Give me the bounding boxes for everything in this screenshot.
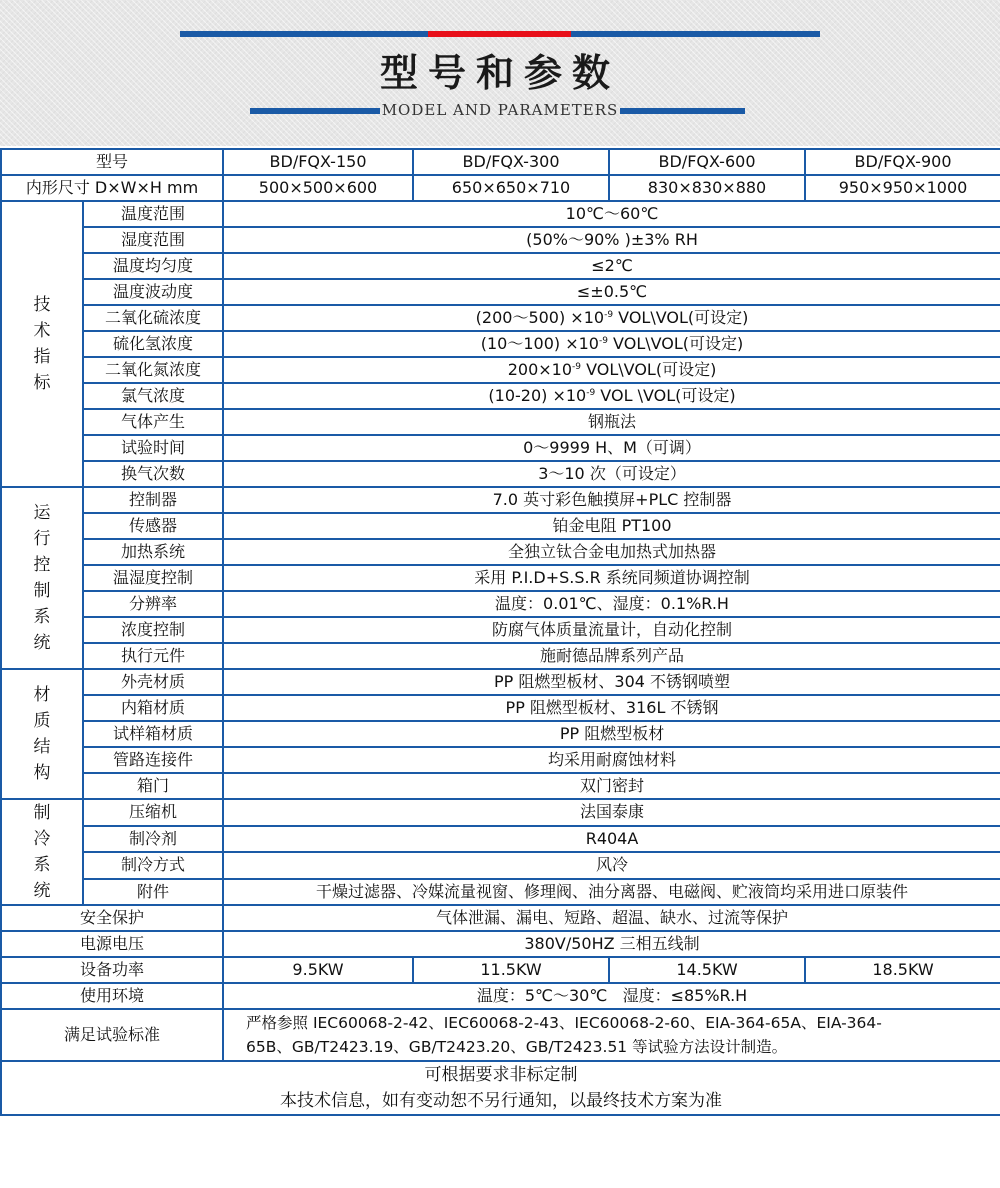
row-label: 设备功率 [1, 957, 223, 983]
category-char: 技 [33, 295, 51, 315]
model-label: 型号 [1, 149, 223, 175]
category-char: 行 [33, 529, 51, 549]
table-row [1, 253, 1000, 279]
table-row [1, 539, 1000, 565]
table-row [1, 617, 1000, 643]
category-char: 构 [33, 763, 51, 783]
row-value: 全独立钛合金电加热式加热器 [223, 539, 1000, 565]
table-row [1, 435, 1000, 461]
table-row [1, 409, 1000, 435]
row-label: 氯气浓度 [83, 383, 223, 409]
notes-cell [1, 1061, 1000, 1115]
row-value: ≤±0.5℃ [223, 279, 1000, 305]
row-label: 分辨率 [83, 591, 223, 617]
row-label: 温度范围 [83, 201, 223, 227]
top-bar-left-blue [180, 31, 428, 37]
row-label: 传感器 [83, 513, 223, 539]
row-label: 制冷剂 [83, 826, 223, 853]
spec-table [0, 148, 1000, 1116]
table-row [1, 695, 1000, 721]
table-row [1, 591, 1000, 617]
row-label: 温度波动度 [83, 279, 223, 305]
value-part: VOL\VOL(可设定) [613, 308, 749, 327]
category-char: 统 [33, 881, 51, 901]
row-value: PP 阻燃型板材、316L 不锈钢 [223, 695, 1000, 721]
subtitle-bar-right [620, 108, 745, 114]
row-value: 双门密封 [223, 773, 1000, 799]
table-row [1, 487, 1000, 513]
row-label: 湿度范围 [83, 227, 223, 253]
header-banner [0, 0, 1000, 146]
size-label: 内形尺寸 D×W×H mm [1, 175, 223, 201]
model-cell: BD/FQX-300 [413, 149, 609, 175]
category-char: 标 [33, 373, 51, 393]
table-row [1, 279, 1000, 305]
row-value: 法国泰康 [223, 799, 1000, 826]
model-row [1, 149, 1000, 175]
row-label: 二氧化氮浓度 [83, 357, 223, 383]
category-char: 术 [33, 321, 51, 341]
category-material [1, 669, 83, 799]
subtitle-bar-left [250, 108, 380, 114]
exponent: -9 [604, 310, 614, 320]
category-char: 指 [33, 347, 51, 367]
table-row [1, 773, 1000, 799]
power-cell: 18.5KW [805, 957, 1000, 983]
page-title: 型号和参数 [379, 51, 620, 95]
category-label [2, 682, 82, 786]
value-part: VOL \VOL(可设定) [595, 386, 736, 405]
category-cooling [1, 799, 83, 905]
row-value [223, 331, 1000, 357]
size-cell: 500×500×600 [223, 175, 413, 201]
category-label [2, 500, 82, 656]
safety-row [1, 905, 1000, 931]
note-line: 可根据要求非标定制 [424, 1065, 578, 1085]
row-label: 浓度控制 [83, 617, 223, 643]
category-char: 制 [33, 803, 51, 823]
row-label: 换气次数 [83, 461, 223, 487]
row-label: 试样箱材质 [83, 721, 223, 747]
category-char: 制 [33, 581, 51, 601]
table-row [1, 227, 1000, 253]
table-row [1, 331, 1000, 357]
power-cell: 11.5KW [413, 957, 609, 983]
row-label: 使用环境 [1, 983, 223, 1009]
table-row [1, 721, 1000, 747]
row-value: 铂金电阻 PT100 [223, 513, 1000, 539]
table-row [1, 461, 1000, 487]
table-row [1, 201, 1000, 227]
row-label: 制冷方式 [83, 852, 223, 879]
row-label: 控制器 [83, 487, 223, 513]
row-label: 执行元件 [83, 643, 223, 669]
model-cell: BD/FQX-150 [223, 149, 413, 175]
top-bar-center-red [428, 31, 571, 37]
table-row [1, 852, 1000, 879]
note-line: 本技术信息，如有变动恕不另行通知，以最终技术方案为准 [280, 1091, 722, 1111]
row-label: 管路连接件 [83, 747, 223, 773]
row-label: 满足试验标准 [1, 1009, 223, 1061]
table-row [1, 799, 1000, 826]
row-value: 气体泄漏、漏电、短路、超温、缺水、过流等保护 [223, 905, 1000, 931]
category-control [1, 487, 83, 669]
row-label: 二氧化硫浓度 [83, 305, 223, 331]
row-value [223, 383, 1000, 409]
standards-value [223, 1009, 1000, 1061]
row-label: 试验时间 [83, 435, 223, 461]
row-label: 附件 [83, 879, 223, 906]
row-label: 压缩机 [83, 799, 223, 826]
row-value: 均采用耐腐蚀材料 [223, 747, 1000, 773]
row-value: (50%～90% )±3% RH [223, 227, 1000, 253]
table-row [1, 383, 1000, 409]
category-char: 统 [33, 633, 51, 653]
category-char: 系 [33, 607, 51, 627]
row-value: 施耐德品牌系列产品 [223, 643, 1000, 669]
table-row [1, 565, 1000, 591]
table-row [1, 513, 1000, 539]
category-label [2, 292, 82, 396]
size-cell: 830×830×880 [609, 175, 805, 201]
exponent: -9 [572, 362, 581, 372]
category-label [2, 800, 82, 904]
value-part: VOL\VOL(可设定) [581, 360, 717, 379]
row-value: 10℃～60℃ [223, 201, 1000, 227]
category-char: 质 [33, 711, 51, 731]
category-char: 运 [33, 503, 51, 523]
row-label: 硫化氢浓度 [83, 331, 223, 357]
page-subtitle: MODEL AND PARAMETERS [381, 101, 619, 119]
category-char: 结 [33, 737, 51, 757]
row-value: 0～9999 H、M（可调） [223, 435, 1000, 461]
category-char: 材 [33, 685, 51, 705]
value-part: (10～100) ×10 [480, 334, 599, 353]
row-value [223, 357, 1000, 383]
power-supply-row [1, 931, 1000, 957]
category-tech [1, 201, 83, 487]
row-value: PP 阻燃型板材、304 不锈钢喷塑 [223, 669, 1000, 695]
top-bar-right-blue [571, 31, 820, 37]
row-value: 采用 P.I.D+S.S.R 系统同频道协调控制 [223, 565, 1000, 591]
row-label: 电源电压 [1, 931, 223, 957]
category-char: 冷 [33, 829, 51, 849]
row-value: 防腐气体质量流量计，自动化控制 [223, 617, 1000, 643]
standards-row [1, 1009, 1000, 1061]
value-part: 200×10 [507, 360, 573, 379]
row-value: 温度：5℃～30℃ 湿度：≤85%R.H [223, 983, 1000, 1009]
table-row [1, 305, 1000, 331]
row-label: 箱门 [83, 773, 223, 799]
row-label: 温湿度控制 [83, 565, 223, 591]
row-label: 气体产生 [83, 409, 223, 435]
model-cell: BD/FQX-900 [805, 149, 1000, 175]
value-part: (10-20) ×10 [488, 386, 587, 405]
size-cell: 950×950×1000 [805, 175, 1000, 201]
row-value: 钢瓶法 [223, 409, 1000, 435]
standards-line: 严格参照 IEC60068-2-42、IEC60068-2-43、IEC60068-2-60、EIA-364-65A、EIA-364- [246, 1014, 882, 1032]
table-row [1, 879, 1000, 906]
row-label: 安全保护 [1, 905, 223, 931]
row-value: 风冷 [223, 852, 1000, 879]
row-value: 温度：0.01℃、湿度：0.1%R.H [223, 591, 1000, 617]
table-row [1, 357, 1000, 383]
row-value: ≤2℃ [223, 253, 1000, 279]
size-cell: 650×650×710 [413, 175, 609, 201]
category-char: 控 [33, 555, 51, 575]
power-rating-row [1, 957, 1000, 983]
row-label: 外壳材质 [83, 669, 223, 695]
power-cell: 9.5KW [223, 957, 413, 983]
row-label: 温度均匀度 [83, 253, 223, 279]
table-row [1, 643, 1000, 669]
environment-row [1, 983, 1000, 1009]
row-value: 380V/50HZ 三相五线制 [223, 931, 1000, 957]
notes-row [1, 1061, 1000, 1115]
row-value: 干燥过滤器、冷媒流量视窗、修理阀、油分离器、电磁阀、贮液筒均采用进口原装件 [223, 879, 1000, 906]
row-value: R404A [223, 826, 1000, 853]
exponent: -9 [586, 388, 596, 398]
standards-line: 65B、GB/T2423.19、GB/T2423.20、GB/T2423.51 等试验方法设计制造。 [246, 1038, 788, 1056]
row-label: 内箱材质 [83, 695, 223, 721]
row-value [223, 305, 1000, 331]
row-label: 加热系统 [83, 539, 223, 565]
row-value: 3～10 次（可设定） [223, 461, 1000, 487]
size-row [1, 175, 1000, 201]
row-value: PP 阻燃型板材 [223, 721, 1000, 747]
power-cell: 14.5KW [609, 957, 805, 983]
table-row [1, 669, 1000, 695]
exponent: -9 [598, 336, 608, 346]
table-row [1, 747, 1000, 773]
value-part: (200～500) ×10 [475, 308, 605, 327]
value-part: VOL\VOL(可设定) [607, 334, 744, 353]
model-cell: BD/FQX-600 [609, 149, 805, 175]
category-char: 系 [33, 855, 51, 875]
row-value: 7.0 英寸彩色触摸屏+PLC 控制器 [223, 487, 1000, 513]
table-row [1, 826, 1000, 853]
